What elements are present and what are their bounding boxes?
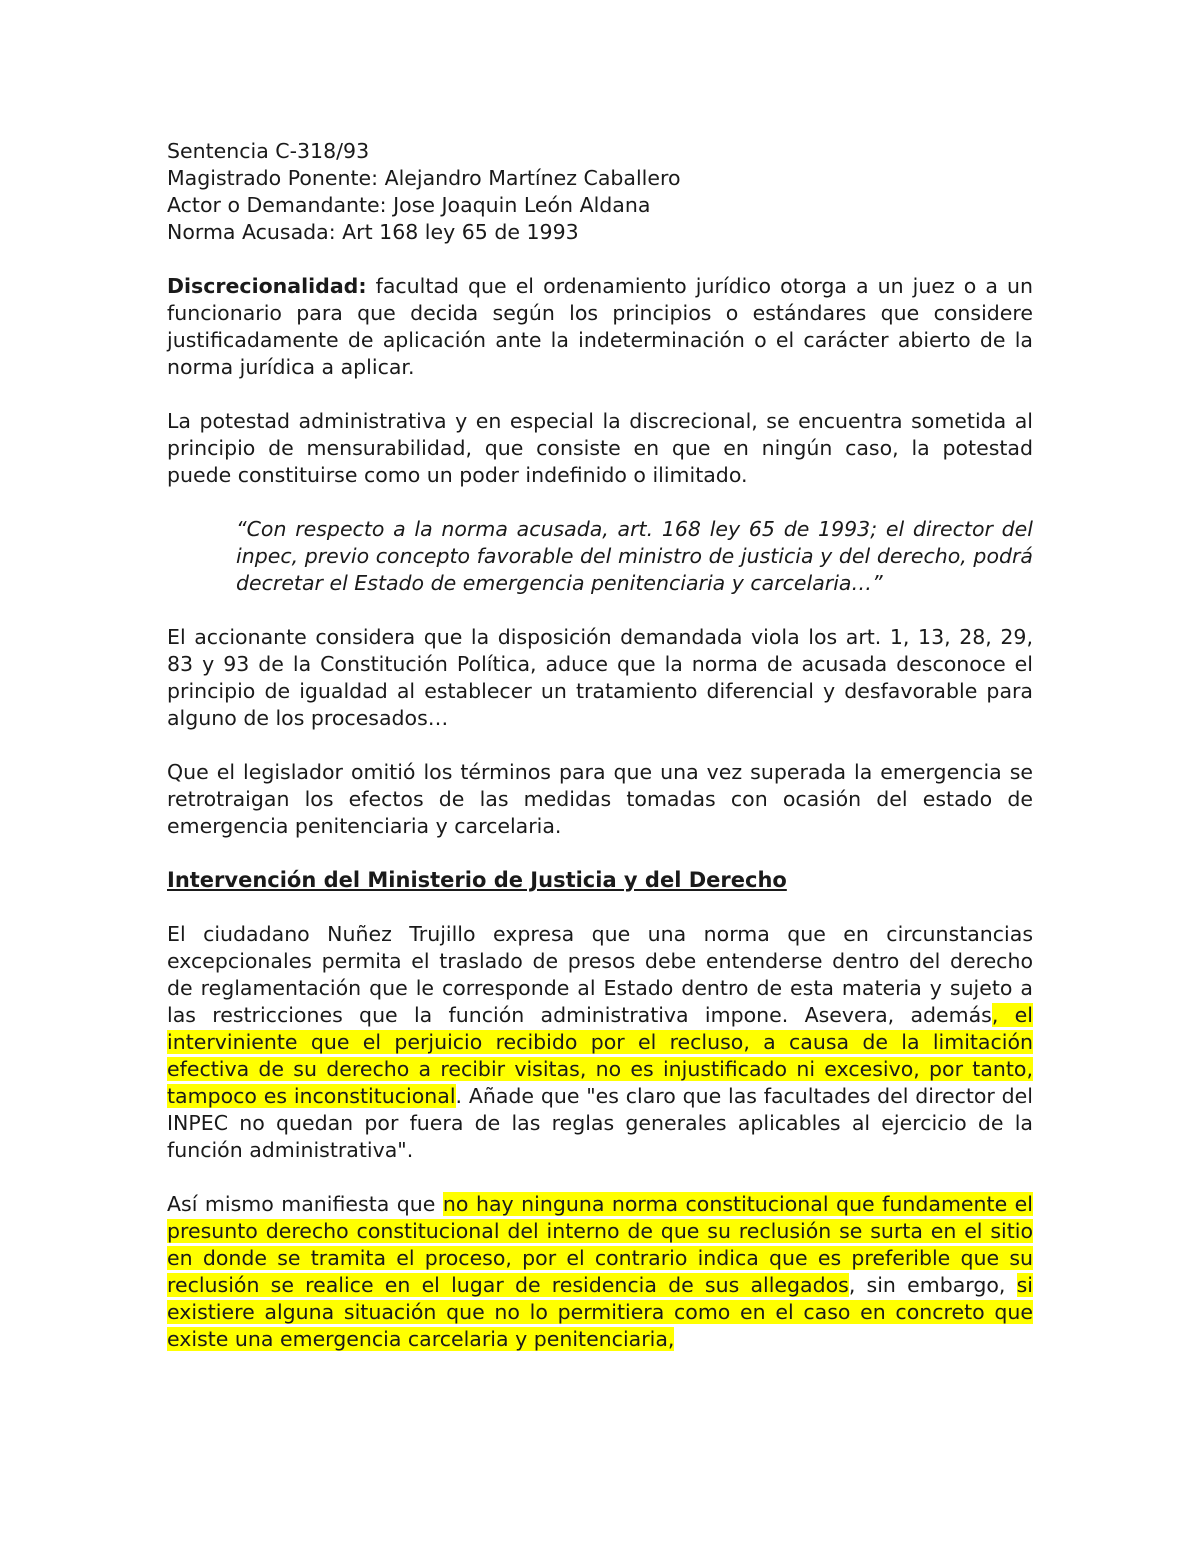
highlighted-text: no hay ninguna norma constitucional que fundamente el presunto derecho constitucional del interno de que su reclusión se surta en el sitio en donde se tramita el proceso, por el contrario indica que es preferible que su reclusión se realice en el lugar de residencia de sus allegados (167, 1192, 1033, 1297)
accionante-paragraph: El accionante considera que la disposición demandada viola los art. 1, 13, 28, 29, 83 y 93 de la Constitución Política, aduce que la norma de acusada desconoce el principio de igualdad al establecer un tratamiento diferencial y desfavorable para alguno de los procesados… (167, 625, 1033, 730)
block-quote: “Con respecto a la norma acusada, art. 168 ley 65 de 1993; el director del inpec, previo concepto favorable del ministro de justicia y del derecho, podrá decretar el Estado de emergencia penitenciaria y carcelaria…” (236, 517, 1033, 595)
case-header (167, 138, 1033, 246)
plaintiff-line: Actor o Demandante: Jose Joaquin León Aldana (167, 193, 651, 217)
case-number: Sentencia C-318/93 (167, 139, 370, 163)
asi-text-2: , sin embargo, (848, 1273, 1017, 1297)
section-heading: Intervención del Ministerio de Justicia y del Derecho (167, 868, 787, 892)
asi-mismo-paragraph (167, 1191, 1033, 1353)
legislador-paragraph: Que el legislador omitió los términos para que una vez superada la emergencia se retrotraigan los efectos de las medidas tomadas con ocasión del estado de emergencia penitenciaria y carcelaria. (167, 760, 1033, 838)
potestad-paragraph: La potestad administrativa y en especial la discrecional, se encuentra sometida al principio de mensurabilidad, que consiste en que en ningún caso, la potestad puede constituirse como un poder indefinido o ilimitado. (167, 409, 1033, 487)
definition-text: facultad que el ordenamiento jurídico otorga a un juez o a un funcionario para que decida según los principios o estándares que considere justificadamente de aplicación ante la indeterminación o el carácter abierto de la norma jurídica a aplicar. (167, 274, 1033, 379)
definition-paragraph (167, 273, 1033, 381)
document-body (167, 138, 1033, 1353)
highlighted-text: , el interviniente que el perjuicio recibido por el recluso, a causa de la limitación efectiva de su derecho a recibir visitas, no es injustificado ni excesivo, por tanto, tampoco es inconstitucional (167, 1003, 1033, 1108)
asi-text-1: Así mismo manifiesta que (167, 1192, 443, 1216)
highlighted-text: si existiere alguna situación que no lo permitiera como en el caso en concreto que existe una emergencia carcelaria y penitenciaria, (167, 1273, 1034, 1351)
ciudadano-text-2: . Añade que "es claro que las facultades del director del INPEC no quedan por fuera de las reglas generales aplicables al ejercicio de la función administrativa". (167, 1084, 1033, 1162)
ciudadano-paragraph (167, 921, 1033, 1164)
accused-norm-line: Norma Acusada: Art 168 ley 65 de 1993 (167, 220, 579, 244)
ciudadano-text-1: El ciudadano Nuñez Trujillo expresa que una norma que en circunstancias excepcionales permita el traslado de presos debe entenderse dentro del derecho de reglamentación que le corresponde al Estado dentro de esta materia y sujeto a las restricciones que la función administrativa impone. Asevera, además (167, 922, 1033, 1027)
definition-term: Discrecionalidad: (167, 274, 367, 298)
magistrate-line: Magistrado Ponente: Alejandro Martínez Caballero (167, 166, 681, 190)
